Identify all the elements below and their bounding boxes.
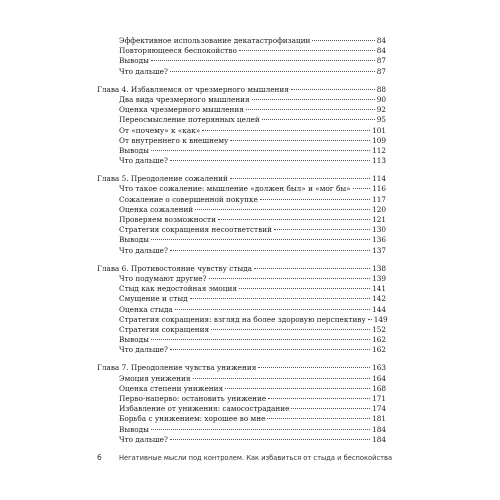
toc-entry-title: Оценка степени унижения — [119, 383, 224, 393]
dot-leader — [170, 250, 370, 251]
dot-leader — [267, 418, 370, 419]
chapter-heading-page: 114 — [372, 174, 386, 184]
toc-entry — [97, 335, 386, 345]
dot-leader — [175, 309, 370, 310]
toc-entry-page: 84 — [376, 36, 386, 45]
toc-entry — [97, 36, 386, 46]
toc-entry-page: 168 — [372, 383, 386, 393]
dot-leader — [312, 40, 374, 41]
toc-entry-title: Стыд как недостойная эмоция — [119, 284, 237, 294]
toc-entry — [97, 184, 386, 194]
toc-entry-page: 120 — [372, 204, 386, 214]
toc-entry-page: 162 — [372, 345, 386, 355]
dot-leader — [254, 268, 370, 269]
dot-leader — [209, 278, 371, 279]
toc-entry-title: Оценка чрезмерного мышления — [119, 105, 244, 115]
toc-entry-page: 101 — [372, 125, 386, 135]
dot-leader — [368, 319, 372, 320]
toc-entry-title: Стратегия сокращения: взгляд на более здоровую перспективу — [119, 314, 366, 324]
toc-entry-page: 121 — [372, 215, 386, 224]
dot-leader — [170, 349, 370, 350]
page-footer — [97, 453, 407, 462]
dot-leader — [230, 140, 370, 141]
toc-entry-page: 164 — [372, 373, 386, 383]
chapter-heading-page: 88 — [376, 84, 386, 94]
toc-entry-page: 144 — [372, 304, 386, 314]
toc-entry-title: Выводы — [119, 145, 149, 155]
toc-entry — [97, 315, 386, 325]
toc-entry — [97, 305, 386, 315]
toc-section — [97, 363, 386, 445]
dot-leader — [239, 50, 375, 51]
toc-entry — [97, 225, 386, 235]
toc-entry — [97, 195, 386, 205]
toc-entry — [97, 215, 386, 225]
toc-entry-page: 181 — [372, 414, 386, 424]
toc-entry-title: Что дальше? — [119, 434, 168, 444]
toc-entry-title: Оценка сожалений — [119, 204, 194, 214]
toc-entry-title: Выводы — [119, 235, 149, 245]
toc-entry — [97, 56, 386, 66]
toc-section — [97, 174, 386, 256]
toc-entry-page: 109 — [372, 135, 386, 145]
toc-entry — [97, 126, 386, 136]
toc-entry — [97, 115, 386, 125]
toc-entry-page: 137 — [372, 245, 386, 255]
toc-entry-page: 142 — [372, 294, 386, 304]
toc-entry-page: 113 — [372, 156, 386, 166]
chapter-heading-title: Глава 7. Преодоление чувства унижения — [97, 363, 257, 373]
chapter-heading — [97, 85, 386, 95]
toc-entry-title: От внутреннего к внешнему — [119, 135, 229, 145]
toc-entry-title: Что дальше? — [119, 66, 168, 76]
toc-entry — [97, 325, 386, 335]
toc-entry — [97, 284, 386, 294]
dot-leader — [151, 239, 370, 240]
toc-entry-page: 92 — [376, 105, 386, 115]
dot-leader — [151, 339, 370, 340]
toc-entry-page: 171 — [372, 394, 386, 403]
dot-leader — [239, 288, 370, 289]
toc-entry-page: 116 — [372, 184, 386, 194]
toc-entry-page: 130 — [372, 225, 386, 235]
toc-entry-title: Сожаление о совершенной покупке — [119, 194, 258, 204]
dot-leader — [230, 178, 370, 179]
toc-entry — [97, 136, 386, 146]
dot-leader — [202, 130, 370, 131]
toc-section — [97, 264, 386, 356]
toc-entry — [97, 105, 386, 115]
toc-entry-title: Что дальше? — [119, 156, 168, 166]
toc-entry — [97, 95, 386, 105]
dot-leader — [225, 388, 370, 389]
dot-leader — [218, 219, 370, 220]
dot-leader — [353, 188, 370, 189]
dot-leader — [170, 160, 370, 161]
toc-entry — [97, 46, 386, 56]
dot-leader — [291, 408, 370, 409]
dot-leader — [260, 199, 370, 200]
dot-leader — [170, 439, 370, 440]
toc-entry-title: Что подумают другие? — [119, 273, 207, 283]
chapter-heading-title: Глава 4. Избавляемся от чрезмерного мышления — [97, 84, 289, 94]
toc-section — [97, 36, 386, 77]
toc-entry-title: Эмоция унижения — [119, 373, 191, 383]
chapter-heading — [97, 264, 386, 274]
toc-entry — [97, 435, 386, 445]
running-title: Негативные мысли под контролем. Как избавиться от стыда и беспокойства — [119, 454, 393, 462]
toc-entry-title: Оценка стыда — [119, 304, 173, 314]
dot-leader — [151, 60, 375, 61]
chapter-heading-page: 163 — [372, 363, 386, 373]
chapter-heading — [97, 363, 386, 373]
chapter-heading-page: 138 — [372, 263, 386, 273]
dot-leader — [211, 329, 370, 330]
toc-entry — [97, 345, 386, 355]
toc-entry-title: Переосмысление потерянных целей — [119, 115, 260, 125]
dot-leader — [151, 150, 370, 151]
page-number: 6 — [97, 453, 102, 462]
toc-entry-title: Эффективное использование декатастрофизации — [119, 36, 311, 45]
toc-entry-page: 184 — [372, 424, 386, 434]
toc-entry — [97, 384, 386, 394]
toc-entry — [97, 394, 386, 404]
toc-entry-page: 152 — [372, 324, 386, 334]
toc-entry-title: Избавление от унижения: самосострадание — [119, 404, 290, 414]
toc-entry-page: 112 — [372, 145, 386, 155]
toc-entry-page: 184 — [372, 434, 386, 444]
dot-leader — [262, 119, 375, 120]
toc-entry-title: Что дальше? — [119, 245, 168, 255]
toc-entry-page: 162 — [372, 335, 386, 345]
toc-entry-title: От «почему» к «как» — [119, 125, 201, 135]
toc-entry-title: Выводы — [119, 424, 149, 434]
dot-leader — [291, 89, 375, 90]
toc-entry — [97, 205, 386, 215]
toc-entry — [97, 274, 386, 284]
toc-entry — [97, 374, 386, 384]
toc-entry-page: 174 — [372, 404, 386, 414]
toc-entry-title: Выводы — [119, 335, 149, 345]
toc-entry-page: 90 — [376, 94, 386, 104]
dot-leader — [193, 378, 371, 379]
toc-entry-title: Что дальше? — [119, 345, 168, 355]
toc-entry-page: 139 — [372, 273, 386, 283]
chapter-heading-title: Глава 6. Противостояние чувству стыда — [97, 263, 253, 273]
toc-entry — [97, 67, 386, 77]
toc-entry-page: 136 — [372, 235, 386, 245]
toc-entry-page: 141 — [372, 284, 386, 294]
toc-entry-page: 149 — [373, 314, 388, 324]
toc-entry-title: Борьба с унижением: хорошее во мне — [119, 414, 266, 424]
dot-leader — [170, 71, 375, 72]
dot-leader — [195, 209, 370, 210]
toc-entry-title: Два вида чрезмерного мышления — [119, 94, 250, 104]
toc-entry — [97, 294, 386, 304]
dot-leader — [246, 109, 375, 110]
toc-entry — [97, 404, 386, 414]
toc-entry — [97, 414, 386, 424]
toc-entry-page: 87 — [376, 66, 386, 76]
dot-leader — [190, 298, 370, 299]
toc-entry-page: 95 — [376, 115, 386, 125]
dot-leader — [252, 99, 375, 100]
toc-entry — [97, 146, 386, 156]
toc-entry-title: Смущение и стыд — [119, 294, 188, 304]
dot-leader — [274, 229, 370, 230]
toc-entry-page: 84 — [376, 46, 386, 56]
table-of-contents — [97, 36, 386, 445]
toc-entry-title: Проверяем возможности — [119, 215, 216, 224]
dot-leader — [268, 398, 370, 399]
toc-entry — [97, 425, 386, 435]
chapter-heading-title: Глава 5. Преодоление сожалений — [97, 174, 228, 184]
toc-entry — [97, 235, 386, 245]
toc-entry-title: Стратегия сокращения несоответствий — [119, 225, 272, 235]
chapter-heading — [97, 174, 386, 184]
toc-entry-page: 117 — [372, 194, 386, 204]
toc-entry — [97, 156, 386, 166]
toc-entry-title: Перво-наперво: остановить унижение — [119, 394, 267, 403]
toc-entry-title: Выводы — [119, 56, 149, 66]
toc-entry-title: Что такое сожаление: мышление «должен был» и «мог бы» — [119, 184, 351, 194]
toc-entry-title: Повторяющееся беспокойство — [119, 46, 237, 56]
dot-leader — [258, 367, 370, 368]
toc-section — [97, 85, 386, 167]
dot-leader — [151, 429, 370, 430]
toc-entry-page: 87 — [376, 56, 386, 66]
toc-entry-title: Стратегия сокращения — [119, 324, 210, 334]
toc-entry — [97, 246, 386, 256]
